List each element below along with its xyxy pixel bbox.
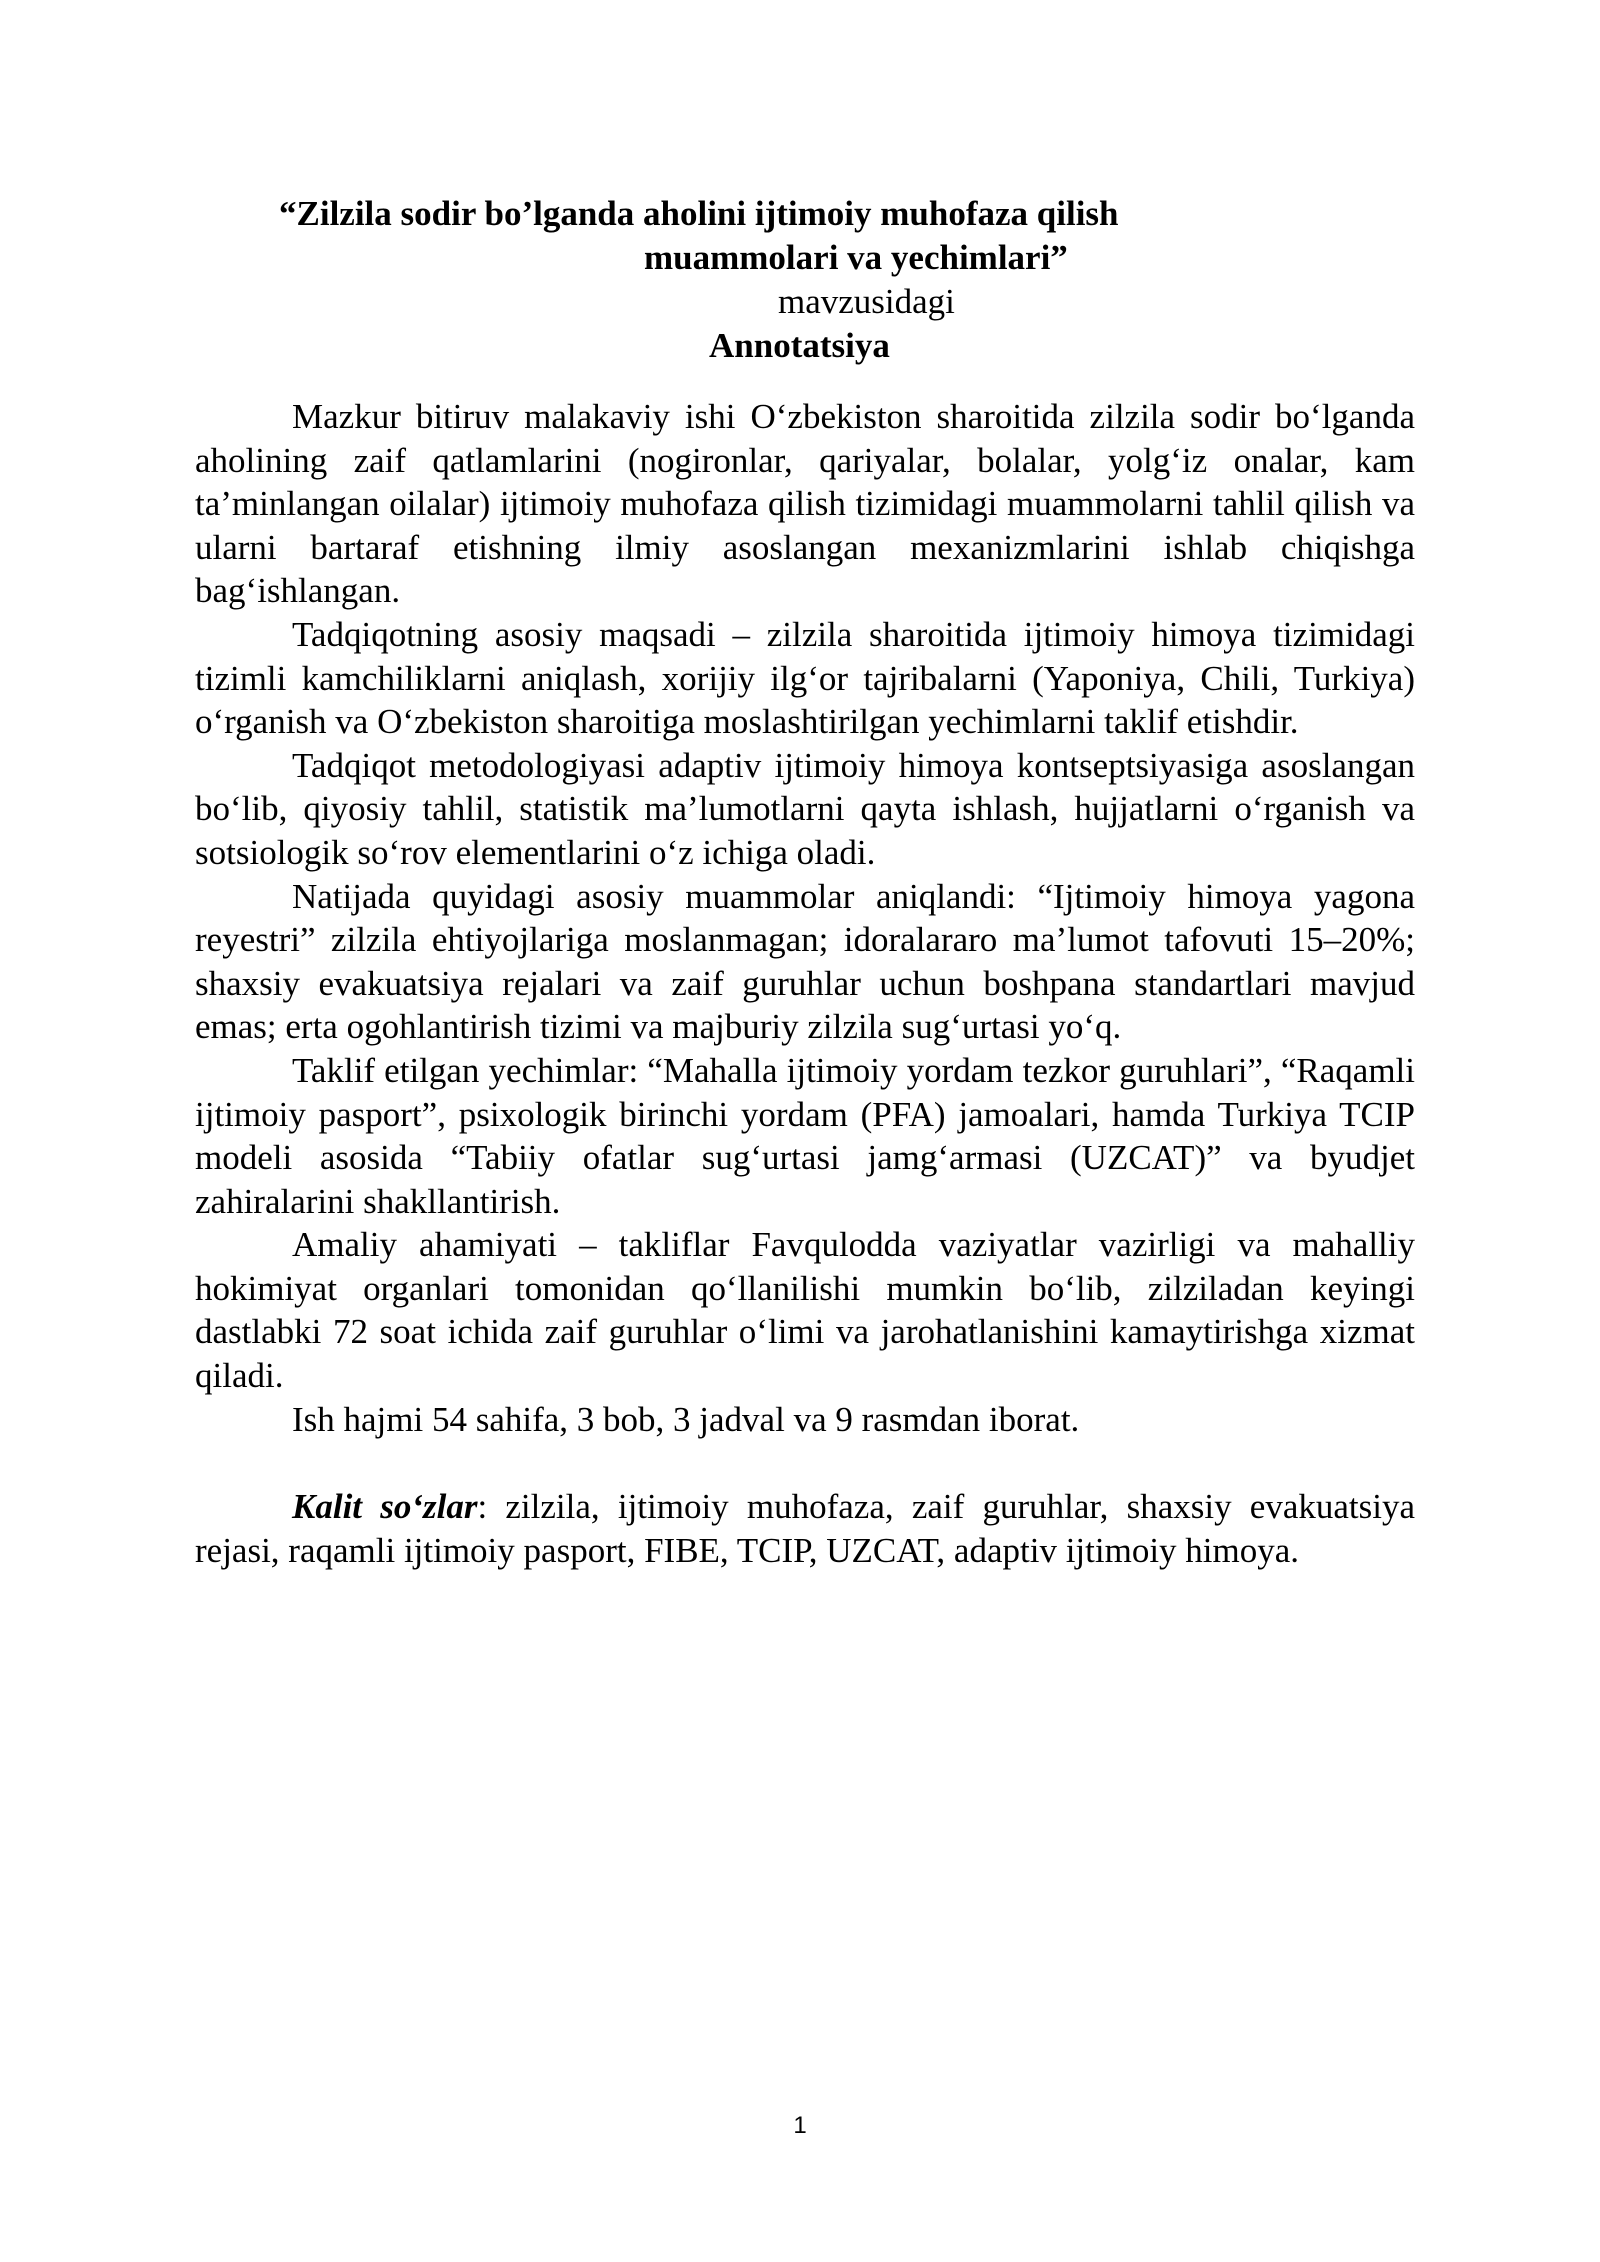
page-number: 1 <box>793 2112 807 2139</box>
paragraph-1: Mazkur bitiruv malakaviy ishi O‘zbekiston sharoitida zilzila sodir bo‘lganda aholining zaif qatlamlarini (nogironlar, qariyalar, bolalar, yolg‘iz onalar, kam ta’minlangan oilalar) ijtimoiy muhofaza qilish tizimidagi muammolarni tahlil qilish va ularni bartaraf etishning ilmiy asoslangan mexanizmlarini ishlab chiqishga bag‘ishlangan. <box>195 397 1415 611</box>
paragraph-5: Taklif etilgan yechimlar: “Mahalla ijtimoiy yordam tezkor guruhlari”, “Raqamli ijtimoiy pasport”, psixologik birinchi yordam (PFA) jamoalari, hamda Turkiya TCIP modeli asosida “Tabiiy ofatlar sug‘urtasi jamg‘armasi (UZCAT)” va byudjet zahiralarini shakllantirish. <box>195 1050 1415 1221</box>
annotation-body <box>195 395 1415 1572</box>
document-title-line-2: muammolari va yechimlari” <box>644 238 1068 277</box>
keywords-text: : zilzila, ijtimoiy muhofaza, zaif guruhlar, shaxsiy evakuatsiya rejasi, raqamli ijtimoiy pasport, FIBE, TCIP, UZCAT, adaptiv ijtimoiy himoya. <box>195 1487 1415 1570</box>
document-title-line-1: “Zilzila sodir bo’lganda aholini ijtimoiy muhofaza qilish <box>279 194 1119 233</box>
paragraph-2: Tadqiqotning asosiy maqsadi – zilzila sharoitida ijtimoiy himoya tizimidagi tizimli kamchiliklarni aniqlash, xorijiy ilg‘or tajribalarni (Yaponiya, Chili, Turkiya) o‘rganish va O‘zbekiston sharoitiga moslashtirilgan yechimlarni taklif etishdir. <box>195 614 1415 742</box>
document-subtitle: mavzusidagi <box>778 282 955 321</box>
paragraph-4: Natijada quyidagi asosiy muammolar aniqlandi: “Ijtimoiy himoya yagona reyestri” zilzila ehtiyojlariga moslanmagan; idoralararo ma’lumot tafovuti 15–20%; shaxsiy evakuatsiya rejalari va zaif guruhlar uchun boshpana standartlari mavjud emas; erta ogohlantirish tizimi va majburiy zilzila sug‘urtasi yo‘q. <box>195 876 1415 1047</box>
section-heading: Annotatsiya <box>709 326 890 365</box>
keywords-label: Kalit so‘zlar <box>292 1487 478 1527</box>
keywords-paragraph <box>195 1485 1415 1572</box>
paragraph-3: Tadqiqot metodologiyasi adaptiv ijtimoiy himoya kontseptsiyasiga asoslangan bo‘lib, qiyosiy tahlil, statistik ma’lumotlarni qayta ishlash, hujjatlarni o‘rganish va sotsiologik so‘rov elementlarini o‘z ichiga oladi. <box>195 745 1415 872</box>
paragraph-7: Ish hajmi 54 sahifa, 3 bob, 3 jadval va 9 rasmdan iborat. <box>292 1399 1080 1439</box>
title-block <box>195 192 1415 368</box>
paragraph-6: Amaliy ahamiyati – takliflar Favqulodda vaziyatlar vazirligi va mahalliy hokimiyat organlari tomonidan qo‘llanilishi mumkin bo‘lib, zilziladan keyingi dastlabki 72 soat ichida zaif guruhlar o‘limi va jarohatlanishini kamaytirishga xizmat qiladi. <box>195 1225 1415 1396</box>
